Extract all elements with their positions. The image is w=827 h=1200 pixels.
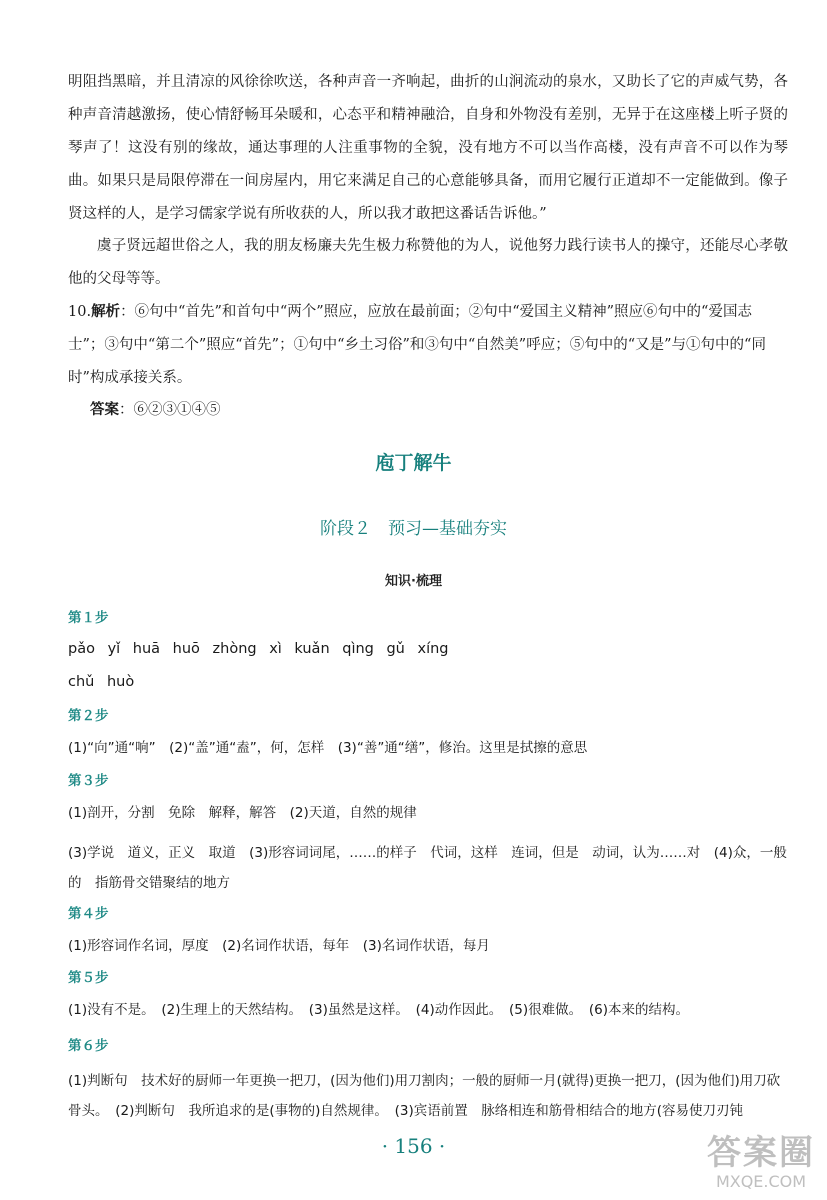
page-number: · 156 · <box>381 1134 446 1158</box>
question-10-answer <box>90 398 221 419</box>
second-paragraph: 虞子贤远超世俗之人，我的朋友杨廉夫先生极力称赞他的为人，说他努力践行读书人的操守，还能尽心孝敬他的父母等等。 <box>68 238 788 287</box>
step-1-pinyin-line-2: chǔ huò <box>68 674 135 690</box>
step-1-label: 第１步 <box>68 610 109 626</box>
answer-label: 答案 <box>90 402 119 418</box>
stage-title: 阶段２ 预习—基础夯实 <box>320 519 507 539</box>
step-3-line-1: (1)剖开，分割 免除 解释，解答 (2)天道，自然的规律 <box>68 805 417 821</box>
step-5-label: 第５步 <box>68 970 109 986</box>
watermark-url: MXQE.COM <box>715 1172 807 1191</box>
subsection-title: 知识·梳理 <box>385 574 442 589</box>
section-title: 庖丁解牛 <box>375 452 452 474</box>
answer-text: ：⑥②③①④⑤ <box>119 402 221 418</box>
question-number: 10. <box>68 304 92 320</box>
step-4-label: 第４步 <box>68 906 109 922</box>
step-6-line-1: (1)判断句 技术好的厨师一年更换一把刀，(因为他们)用刀割肉；一般的厨师一月(就得)更换一把刀，(因为他们)用刀砍骨头。 (2)判断句 我所追求的是(事物的)自然规律。 (3)宾语前置 脉络相连和筋骨相结合的地方(容易使刀刃钝 <box>68 1073 781 1119</box>
step-1-pinyin-line-1: pǎo yǐ huā huō zhòng xì kuǎn qìng gǔ xíng <box>68 641 449 657</box>
watermark-logo-text: 答案圈 <box>707 1133 815 1173</box>
step-4-line-1: (1)形容词作名词，厚度 (2)名词作状语，每年 (3)名词作状语，每月 <box>68 938 490 954</box>
step-6-label: 第６步 <box>68 1038 109 1054</box>
analysis-label: 解析 <box>91 304 121 320</box>
question-10-analysis <box>68 296 788 395</box>
step-5-line-1: (1)没有不是。 (2)生理上的天然结构。 (3)虽然是这样。 (4)动作因此。 (5)很难做。 (6)本来的结构。 <box>68 1002 689 1018</box>
step-2-label: 第２步 <box>68 708 109 724</box>
site-watermark <box>701 1134 821 1196</box>
step-3-line-2: (3)学说 道义，正义 取道 (3)形容词词尾，……的样子 代词，这样 连词，但是 动词，认为……对 (4)众，一般的 指筋骨交错聚结的地方 <box>68 845 787 891</box>
step-3-label: 第３步 <box>68 773 109 789</box>
continuation-paragraph: 明阻挡黑暗，并且清凉的风徐徐吹送，各种声音一齐响起，曲折的山涧流动的泉水，又助长了它的声威气势，各种声音清越激扬，使心情舒畅耳朵暖和，心态平和精神融洽，自身和外物没有差别，无异于在这座楼上听子贤的琴声了！这没有别的缘故，通达事理的人注重事物的全貌，没有地方不可以当作高楼，没有声音不可以作为琴曲。如果只是局限停滞在一间房屋内，用它来满足自己的心意能够具备，而用它履行正道却不一定能做到。像子贤这样的人，是学习儒家学说有所收获的人，所以我才敢把这番话告诉他。” <box>68 74 788 222</box>
step-2-line-1: (1)“向”通“响” (2)“盖”通“盍”，何，怎样 (3)“善”通“缮”，修治。这里是拭擦的意思 <box>68 740 588 756</box>
analysis-text: ：⑥句中“首先”和首句中“两个”照应，应放在最前面；②句中“爱国主义精神”照应⑥句中的“爱国志士”；③句中“第二个”照应“首先”；①句中“乡土习俗”和③句中“自然美”呼应；⑤句中的“又是”与①句中的“同时”构成承接关系。 <box>68 304 766 386</box>
